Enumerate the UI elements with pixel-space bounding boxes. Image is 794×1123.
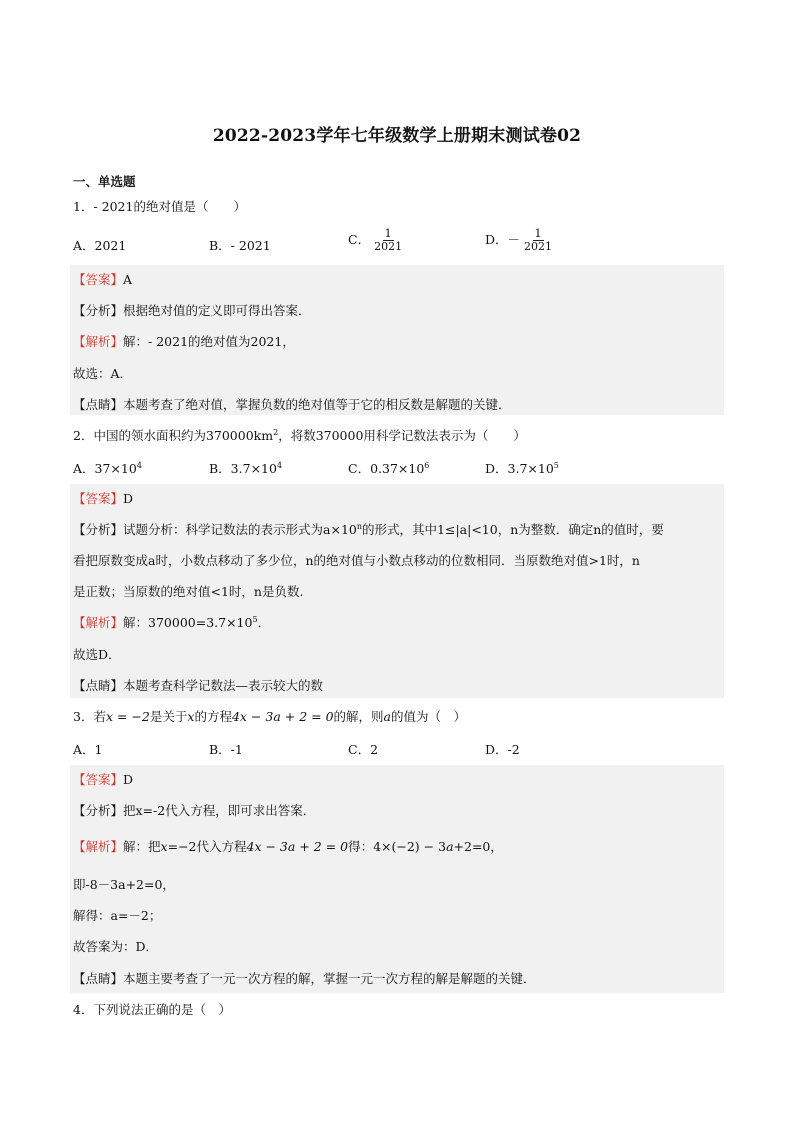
q1-option-c-label: C． xyxy=(348,232,371,247)
solution-tag: 【解析】 xyxy=(73,334,124,349)
option-text: C．0.37×10 xyxy=(348,461,425,476)
q3-stem-math: 4x − 3a + 2 = 0 xyxy=(231,709,334,724)
option-exponent: 4 xyxy=(276,460,283,470)
comment-tag: 【点睛】 xyxy=(73,678,124,693)
answer-tag: 【答案】 xyxy=(73,772,124,787)
q3-solution xyxy=(73,838,503,856)
q4-stem: 4．下列说法正确的是（ ） xyxy=(73,1002,231,1017)
comment-text: 本题考查科学记数法—表示较大的数 xyxy=(123,678,324,693)
q2-analysis-line2: 看把原数变成a时，小数点移动了多少位，n的绝对值与小数点移动的位数相同．当原数绝对值>1时，n xyxy=(73,553,640,568)
fraction-denominator: 2021 xyxy=(524,240,553,253)
section-heading: 一、单选题 xyxy=(73,174,136,189)
q1-option-d-fraction xyxy=(522,228,554,253)
q3-option-c: C．2 xyxy=(348,742,379,757)
q3-stem-part: 是关于 xyxy=(149,709,188,724)
q1-analysis xyxy=(73,302,311,320)
q3-option-a: A．1 xyxy=(73,742,103,757)
solution-exponent: 5 xyxy=(252,614,258,624)
comment-text: 本题主要考查了一元一次方程的解，掌握一元一次方程的解是解题的关键． xyxy=(123,971,536,986)
q2-stem-superscript: 2 xyxy=(273,427,279,437)
q3-choose: 故答案为：D． xyxy=(73,939,159,954)
analysis-text: 根据绝对值的定义即可得出答案． xyxy=(123,303,311,318)
answer-tag: 【答案】 xyxy=(73,272,124,287)
q3-stem xyxy=(73,708,466,726)
q3-stem-math: x = −2 xyxy=(105,709,150,724)
comment-text: 本题考查了绝对值，掌握负数的绝对值等于它的相反数是解题的关键． xyxy=(123,397,511,412)
q3-answer xyxy=(73,771,133,789)
answer-value: D xyxy=(123,491,134,506)
q3-analysis xyxy=(73,802,315,820)
q3-stem-part: 的方程 xyxy=(194,709,232,724)
solution-tag: 【解析】 xyxy=(73,615,124,630)
solution-text: 得：4×(−2) − 3 xyxy=(348,839,447,854)
q3-stem-part: 的解，则 xyxy=(333,709,384,724)
q2-stem xyxy=(73,427,526,445)
solution-text: =−2代入方程 xyxy=(167,839,247,854)
q1-option-b: B．- 2021 xyxy=(209,238,271,253)
q1-option-d xyxy=(485,228,554,253)
q1-option-c-fraction xyxy=(372,228,404,253)
answer-tag: 【答案】 xyxy=(73,491,124,506)
q3-stem-part: 3．若 xyxy=(73,709,106,724)
q2-answer xyxy=(73,490,133,508)
page-title: 2022-2023学年七年级数学上册期末测试卷02 xyxy=(212,126,582,146)
option-text: B．3.7×10 xyxy=(209,461,277,476)
q1-option-d-label: D．－ xyxy=(485,232,521,247)
q2-option-c xyxy=(348,459,429,477)
analysis-text: 把x=-2代入方程，即可求出答案． xyxy=(123,803,316,818)
solution-text: +2=0， xyxy=(453,839,503,854)
q2-analysis-line3: 是正数；当原数的绝对值<1时，n是负数. xyxy=(73,584,304,599)
q3-comment xyxy=(73,970,536,988)
solution-text: 解：- 2021的绝对值为2021， xyxy=(123,334,295,349)
solution-text: 解：370000=3.7×10 xyxy=(123,615,253,630)
q1-option-c xyxy=(348,228,404,253)
analysis-tag: 【分析】 xyxy=(73,303,124,318)
q2-choose: 故选D． xyxy=(73,647,121,662)
q2-stem-part: ，将数370000用科学记数法表示为（ ） xyxy=(278,428,526,443)
q3-stem-part: 的值为（ ） xyxy=(391,709,467,724)
solution-math: x xyxy=(160,839,168,854)
solution-text: 解：把 xyxy=(123,839,161,854)
q2-option-d xyxy=(485,459,559,477)
q2-option-a xyxy=(73,459,142,477)
analysis-text: 的形式，其中1≤|a|<10，n为整数．确定n的值时，要 xyxy=(362,522,664,537)
q1-option-a: A．2021 xyxy=(73,238,127,253)
option-text: A．37×10 xyxy=(73,461,137,476)
q3-option-b: B．-1 xyxy=(209,742,243,757)
q1-choose: 故选：A． xyxy=(73,366,133,381)
q3-stem-math: x xyxy=(187,709,195,724)
fraction-numerator: 1 xyxy=(384,227,392,240)
q2-analysis-line1 xyxy=(73,521,664,539)
option-text: D．3.7×10 xyxy=(485,461,554,476)
q1-stem: 1．- 2021的绝对值是（ ） xyxy=(73,199,246,214)
solution-math: a xyxy=(446,839,454,854)
q3-stem-math: a xyxy=(383,709,391,724)
solution-math: 4x − 3a + 2 = 0 xyxy=(246,839,349,854)
q2-comment xyxy=(73,677,323,695)
option-exponent: 4 xyxy=(136,460,142,470)
q1-comment xyxy=(73,396,511,414)
solution-text: ． xyxy=(257,615,271,630)
q3-option-d: D．-2 xyxy=(485,742,520,757)
comment-tag: 【点睛】 xyxy=(73,397,124,412)
fraction-numerator: 1 xyxy=(534,227,542,240)
analysis-superscript: n xyxy=(356,521,363,531)
analysis-tag: 【分析】 xyxy=(73,803,124,818)
analysis-tag: 【分析】 xyxy=(73,522,124,537)
answer-value: A xyxy=(123,272,133,287)
q2-solution xyxy=(73,614,270,632)
q3-step2: 解得：a=－2； xyxy=(73,908,162,923)
answer-value: D xyxy=(123,772,134,787)
q2-option-b xyxy=(209,459,282,477)
q1-answer xyxy=(73,271,132,289)
analysis-text: 试题分析：科学记数法的表示形式为a×10 xyxy=(123,522,357,537)
q3-step1: 即-8－3a+2=0， xyxy=(73,877,175,892)
q2-stem-part: 2．中国的领水面积约为370000km xyxy=(73,428,274,443)
q1-solution xyxy=(73,333,295,351)
fraction-denominator: 2021 xyxy=(374,240,403,253)
comment-tag: 【点睛】 xyxy=(73,971,124,986)
option-exponent: 5 xyxy=(553,460,559,470)
solution-tag: 【解析】 xyxy=(73,839,124,854)
option-exponent: 6 xyxy=(424,460,430,470)
